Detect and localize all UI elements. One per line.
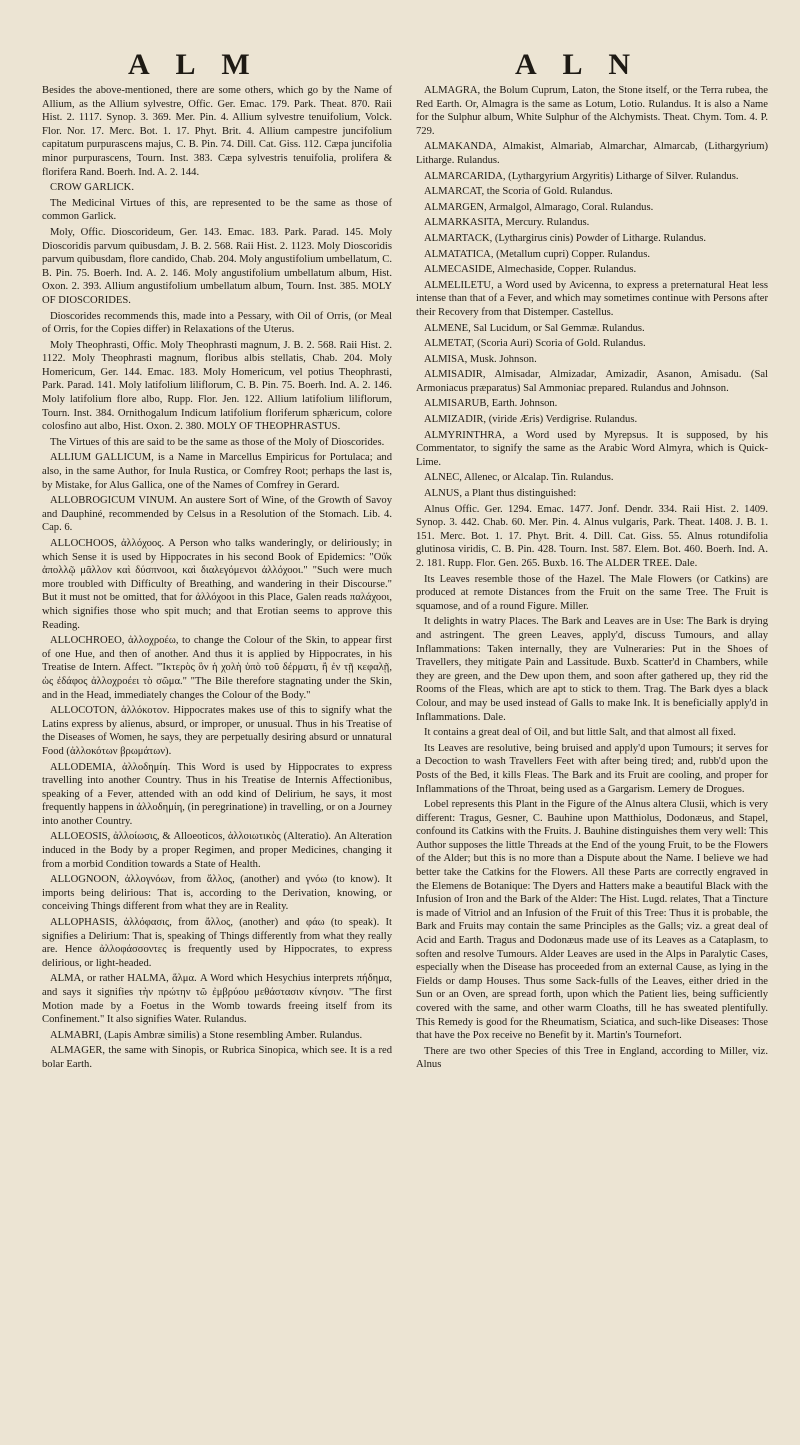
running-head-left: A L M — [128, 48, 260, 81]
entry-paragraph: ALMABRI, (Lapis Ambræ similis) a Stone resembling Amber. Rulandus. — [50, 1029, 363, 1041]
entry-paragraph: ALMARCAT, the Scoria of Gold. Rulandus. — [424, 186, 613, 198]
entry-paragraph: ALMARGEN, Armalgol, Almarago, Coral. Rulandus. — [424, 201, 654, 213]
entry-paragraph: ALMISADIR, Almisadar, Almizadar, Amizadir, Asanon, Amisadu. (Sal Armoniacus præparatus) Sal Ammoniac prepared. Rulandus and Johnson. — [416, 369, 768, 394]
entry-paragraph: ALNEC, Allenec, or Alcalap. Tin. Rulandus. — [424, 472, 614, 484]
entry-paragraph: The Virtues of this are said to be the same as those of the Moly of Dioscorides. — [50, 436, 385, 448]
entry-paragraph: ALMA, or rather HALMA, ἅλμα. A Word which Hesychius interprets πήδημα, and says it signifies τὴν πρώτην τῶ ἐμβρύου μεθάστασιν κίνησιν. "The first Motion made by a Foetus in the Womb towards freeing itself from its Confinement." It also signifies Water. Rulandus. — [42, 973, 392, 1026]
entry-paragraph: ALLOCHOOS, ἀλλόχοος. A Person who talks wanderingly, or deliriously; in which Sense it is used by Hippocrates in his second Book of Epidemics: "Οὐ̓κ ἀπολλῷ μᾶλλον καὶ δύσπνοοι, καὶ διαλεγόμενοι ἀλλόχοοι." "Such were much more troubled with Difficulty of Breathing, and wandering in their Discourse." But it must not be omitted, that for ἀλλόχοοι in this Place, Galen reads παλάχοοι, which signifies those who spit much; and that Erotian seems to approve this Reading. — [42, 538, 392, 631]
entry-paragraph: ALMIZADIR, (viride Æris) Verdigrise. Rulandus. — [424, 414, 638, 426]
entry-paragraph: Lobel represents this Plant in the Figure of the Alnus altera Clusii, which is very different: Tragus, Gesner, C. Bauhine upon Matthiolus, Dodonæus, and Stapel, confound its Catkins with the Fruits. J. Bauhine distinguishes them very well: This Author supposes the little Threads at the End of the young Fruit, to be the Flowers of the Alder; but this is no more than a Dispute about the Name. I believe we had better take the Catkins for the Flowers. All these Parts are correctly engraved in the Elemens de Botanique: The Dyers and Hatters make a beautiful Black with the Infusion of Iron and the Bark of the Alder: The Hist. Lugd. relates, That a Tincture is made of Vitriol and an Infusion of the Fruit of this Tree: Thus it is probable, the Bark and Fruits may contain the same Principles as the Galls; viz. a great deal of Acid and Earth. Tragus and Dodonæus made use of its Leaves as a Cataplasm, to soften and resolve Tumours. Alder Leaves are used in the Alps in Paralytic Cases, especially when the Disease has proceeded from an external Cause, as lying in the Fields or damp Houses. Thus some Sack-fulls of the Leaves, either dried in the Sun or an Oven, are spread forth, upon which the Patient lies, being sufficiently covered with the same, and other warm Cloaths, till he has sweated plentifully. This Remedy is good for the Rheumatism, Sciatica, and such-like Diseases: Those that have the Pox receive no Benefit by it. Martin's Tournefort. — [416, 799, 768, 1042]
entry-paragraph: Besides the above-mentioned, there are some others, which go by the Name of Allium, as the Allium sylvestre, Offic. Ger. Emac. 179. Park. Theat. 870. Raii Hist. 2. 1117. Synop. 3. 369. Mer. Pin. 4. Allium sylvestre tenuifolium, Volck. Flor. Nor. 17. Merc. Bot. 1. 17. Phyt. Brit. 4. Allium campestre juncifolium capitatum purpurascens majus, C. B. Pin. 74. Dill. Cat. Giss. 112. Cæpa juncifolia minor purpurascens, Tourn. Inst. 383. Cæpa sylvestris tenuifolia, prolifera & florifera Rand. Boerh. Ind. A. 2. 144. — [42, 85, 392, 178]
entry-paragraph: ALMYRINTHRA, a Word used by Myrepsus. It is supposed, by his Commentator, to signify the same as the Arabic Word Almyra, which is Quick-Lime. — [416, 429, 768, 468]
entry-paragraph: ALLOCHROEO, ἀλλοχροέω, to change the Colour of the Skin, to appear first of one Hue, and then of another. And thus it is applied by Hippocrates, in his Treatise de Intern. Affect. "Ἰκτερὸς ὃν ἡ χολὴ ὑπὸ τοῦ δέρματι, ἢ ἐν τῇ κεφαλῇ, ὡς ἐδάφος ἀλλοχροέει τὸ σῶμα." "The Bile therefore stagnating under the Skin, and in the Head, immediately changes the Colour of the Body." — [42, 635, 392, 701]
entry-paragraph: ALMARTACK, (Lythargirus cinis) Powder of Litharge. Rulandus. — [424, 232, 707, 244]
entry-paragraph: ALLOPHASIS, ἀλλόφασις, from ἄλλος, (another) and φάω (to speak). It signifies a Delirium: That is, speaking of Things differently from what they really are. Hence ἀλλοφάσσοντες is frequently used by Hippocrates, to express delirious, or light-headed. — [42, 917, 392, 969]
right-column — [416, 84, 768, 1074]
entry-paragraph: ALLOGNOON, ἀλλογνόων, from ἄλλος, (another) and γνόω (to know). It imports being delirious: That is, according to the Derivation, knowing, or conceiving Things different from what they are in Reality. — [42, 874, 392, 913]
entry-paragraph: It contains a great deal of Oil, and but little Salt, and that almost all fixed. — [424, 727, 736, 739]
entry-paragraph: ALMELILETU, a Word used by Avicenna, to express a preternatural Heat less intense than that of a Fever, and which may sometimes continue with Persons after their Recovery from that Distemper. Castellus. — [416, 279, 768, 318]
entry-paragraph: ALMISARUB, Earth. Johnson. — [424, 398, 558, 410]
entry-paragraph: Moly Theophrasti, Offic. Moly Theophrasti magnum, J. B. 2. 568. Raii Hist. 2. 1122. Moly Theophrasti magnum, floribus albis stellatis, Chab. 204. Moly Homericum, Ger. 144. Emac. 183. Moly Homericum, vel potius Theophrasti, Park. Parad. 141. Moly latifolium liliflorum, C. B. Pin. 75. Boerh. Ind. A. 2. 146. Moly latifolium flore albo, Rupp. Flor. Jen. 122. Allium latifolium liliflorum, Tourn. Inst. 384. Ornithogalum Indicum latifolium floriferum sphæricum, colore colosfino aut albo, Hist. Oxon. 2. 380. MOLY OF THEOPHRASTUS. — [42, 339, 392, 433]
entry-paragraph: ALLODEMIA, ἀλλοδημίη. This Word is used by Hippocrates to express travelling into another Country. Thus in his Treatise de Internis Affectionibus, speaking of a Fever, attended with an odd kind of Delirium, he says, it most frequently happens in ἀλλοδημίη, (in peregrinatione) in travelling, or on a Journey into another Country. — [42, 761, 392, 827]
entry-paragraph: ALMAGRA, the Bolum Cuprum, Laton, the Stone itself, or the Terra rubea, the Red Earth. Or, Almagra is the same as Lotum, Lotio. Rulandus. It is also a Name for the Sulphur album, White Sulphur of the Alchymists. Theat. Chym. Tom. 4. P. 729. — [416, 85, 768, 137]
entry-paragraph: Dioscorides recommends this, made into a Pessary, with Oil of Orris, (or Meal of Orris, for the Copies differ) in Relaxations of the Uterus. — [42, 310, 392, 336]
entry-paragraph: ALMATATICA, (Metallum cupri) Copper. Rulandus. — [424, 248, 651, 260]
entry-paragraph: Its Leaves resemble those of the Hazel. The Male Flowers (or Catkins) are produced at remote Distances from the Fruit on the same Tree. The Fruit is squamose, and of a round Figure. Miller. — [416, 573, 768, 612]
entry-paragraph: ALMAKANDA, Almakist, Almariab, Almarchar, Almarcab, (Lithargyrium) Litharge. Rulandus. — [416, 141, 768, 166]
entry-paragraph: ALMISA, Musk. Johnson. — [424, 353, 537, 365]
entry-paragraph: Moly, Offic. Dioscorideum, Ger. 143. Emac. 183. Park. Parad. 145. Moly Dioscoridis parvum quibusdam, J. B. 2. 568. Raii Hist. 2. 1123. Moly Dioscoridis parvum quibusdam, flore candido, Chab. 204. Moly angustifolium umbellatum, C. B. Pin. 75. Boerh. Ind. A. 2. 146. Moly angustifolium umbellatum album, Hist. Oxon. 2. 393. Allium angustifolium umbellatum album, Tourn. Inst. 385. MOLY OF DIOSCORIDES. — [42, 226, 392, 306]
entry-paragraph: ALMARCARIDA, (Lythargyrium Argyritis) Litharge of Silver. Rulandus. — [424, 170, 739, 182]
entry-paragraph: ALLOBROGICUM VINUM. An austere Sort of Wine, of the Growth of Savoy and Dauphiné, recommended by Celsus in a Resolution of the Stomach. Lib. 4. Cap. 6. — [42, 495, 392, 534]
running-head-right: A L N — [515, 48, 641, 81]
entry-paragraph: Its Leaves are resolutive, being bruised and apply'd upon Tumours; it serves for a Decoction to wash Travellers Feet with after being tired; and, rubb'd upon the Posts of the Bed, it kills Fleas. The Bark and its Fruit are cooling, and proper for Inflammations of the Throat, being used as a Gargarism. Lemery de Drogues. — [416, 742, 768, 795]
entry-paragraph: CROW GARLICK. — [50, 182, 134, 194]
entry-paragraph: There are two other Species of this Tree in England, according to Miller, viz. Alnus — [416, 1045, 768, 1071]
entry-paragraph: ALNUS, a Plant thus distinguished: — [424, 488, 577, 500]
entry-paragraph: ALLIUM GALLICUM, is a Name in Marcellus Empiricus for Portulaca; and also, in the same Author, for Inula Rustica, or Comfrey Root; perhaps the last is, by Mistake, for Alus Gallica, one of the Names of Comfrey in Gerard. — [42, 452, 392, 491]
entry-paragraph: It delights in watry Places. The Bark and Leaves are in Use: The Bark is drying and astringent. The green Leaves, apply'd, discuss Tumours, and allay Inflammations: Taken internally, they are Vulneraries: Put in the Shoes of Travellers, they mitigate Pain and Lassitude. Buxb. Scatter'd in Chambers, while they are green, and the Dew upon them, and soon after gathered up, they rid the Rooms of the Fleas, which are apt to stick to them. Trag. The Bark dyes a black Colour, and may be used instead of Galls to make Ink. It is beneficially apply'd in Inflammations. Dale. — [416, 616, 768, 723]
entry-paragraph: ALMENE, Sal Lucidum, or Sal Gemmæ. Rulandus. — [424, 322, 645, 334]
entry-paragraph: ALMAGER, the same with Sinopis, or Rubrica Sinopica, which see. It is a red bolar Earth. — [42, 1045, 392, 1070]
entry-paragraph: ALLOEOSIS, ἀλλοίωσις, & Alloeoticos, ἀλλοιωτικὸς (Alteratio). An Alteration induced in the Body by a proper Regimen, and proper Medicines, changing it from a morbid Condition towards a State of Health. — [42, 831, 392, 870]
entry-paragraph: Alnus Offic. Ger. 1294. Emac. 1477. Jonf. Dendr. 334. Raii Hist. 2. 1409. Synop. 3. 442. Chab. 60. Mer. Pin. 4. Alnus vulgaris, Park. Theat. 1408. J. B. 1. 151. Merc. Bot. 1. 17. Phyt. Brit. 4. Dill. Cat. Giss. 55. Alnus rotundifolia glutinosa viridis, C. B. Pin. 428. Tourn. Inst. 587. Elem. Bot. 460. Boerh. Ind. A. 2. 181. Rupp. Flor. Gen. 265. Buxb. 16. The ALDER TREE. Dale. — [416, 503, 768, 569]
entry-paragraph: ALLOCOTON, ἀλλόκοτον. Hippocrates makes use of this to signify what the Latins express by alienus, absurd, or improper, or unusual. Thus in his Treatise of the Diseases of Women, he says, they are perpetually desiring absurd or unnatural Food (ἀλλοκότων βρωμάτων). — [42, 705, 392, 757]
entry-paragraph: The Medicinal Virtues of this, are represented to be the same as those of common Garlick. — [42, 197, 392, 223]
entry-paragraph: ALMECASIDE, Almechaside, Copper. Rulandus. — [424, 264, 637, 276]
entry-paragraph: ALMARKASITA, Mercury. Rulandus. — [424, 217, 590, 229]
entry-paragraph: ALMETAT, (Scoria Auri) Scoria of Gold. Rulandus. — [424, 338, 646, 350]
left-column — [42, 84, 392, 1074]
